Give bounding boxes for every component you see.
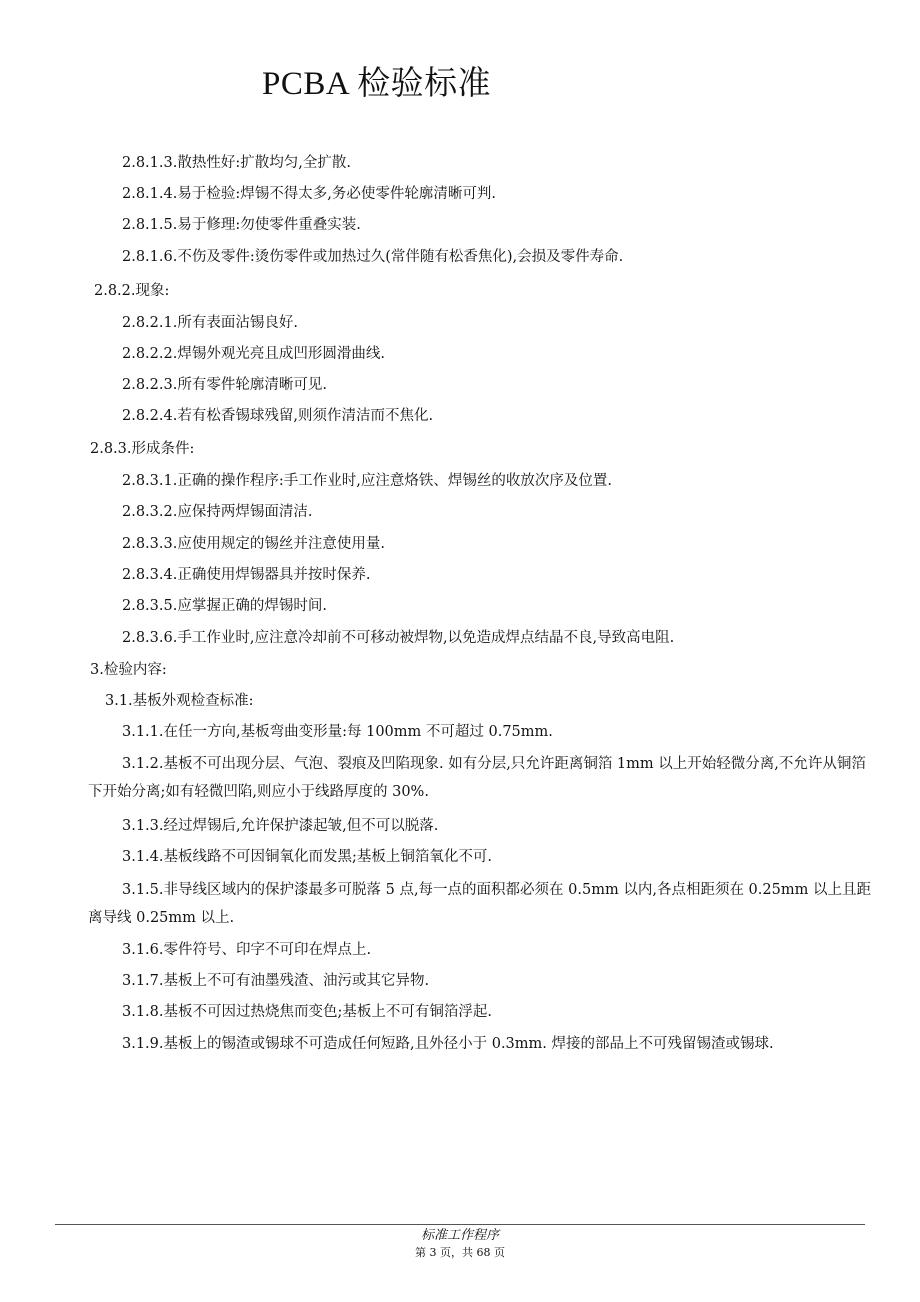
footer-doc-type: 标准工作程序: [420, 1228, 499, 1243]
section-2-8-2-heading: 2.8.2.现象:: [94, 283, 170, 299]
clause-3-1-8: 3.1.8.基板不可因过热烧焦而变色;基板上不可有铜箔浮起.: [122, 1004, 492, 1020]
clause-2-8-1-6: 2.8.1.6.不伤及零件:烫伤零件或加热过久(常伴随有松香焦化),会损及零件寿命.: [122, 249, 624, 265]
clause-2-8-2-4: 2.8.2.4.若有松香锡球残留,则须作清洁而不焦化.: [122, 408, 434, 424]
clause-2-8-1-4: 2.8.1.4.易于检验:焊锡不得太多,务必使零件轮廓清晰可判.: [122, 186, 496, 202]
clause-2-8-2-3: 2.8.2.3.所有零件轮廓清晰可见.: [122, 377, 327, 393]
clause-2-8-1-5: 2.8.1.5.易于修理:勿使零件重叠实装.: [122, 217, 361, 233]
clause-3-1-4: 3.1.4.基板线路不可因铜氧化而发黑;基板上铜箔氧化不可.: [122, 849, 492, 865]
clause-2-8-1-3: 2.8.1.3.散热性好:扩散均匀,全扩散.: [122, 155, 351, 171]
page-title: PCBA 检验标准: [262, 66, 492, 102]
footer-divider: [55, 1224, 865, 1225]
clause-2-8-3-3: 2.8.3.3.应使用规定的锡丝并注意使用量.: [122, 536, 385, 552]
section-3-1-heading: 3.1.基板外观检查标准:: [105, 693, 254, 709]
clause-2-8-3-2: 2.8.3.2.应保持两焊锡面清洁.: [122, 504, 313, 520]
clause-2-8-3-1: 2.8.3.1.正确的操作程序:手工作业时,应注意烙铁、焊锡丝的收放次序及位置.: [122, 473, 612, 489]
clause-2-8-3-4: 2.8.3.4.正确使用焊锡器具并按时保养.: [122, 567, 371, 583]
clause-3-1-2: 3.1.2.基板不可出现分层、气泡、裂痕及凹陷现象. 如有分层,只允许距离铜箔 1mm 以上开始轻微分离,不允许从铜箔下开始分离;如有轻微凹陷,则应小于线路厚度的 30%.: [88, 756, 866, 800]
clause-3-1-1: 3.1.1.在任一方向,基板弯曲变形量:每 100mm 不可超过 0.75mm.: [122, 724, 553, 740]
clause-3-1-5: 3.1.5.非导线区域内的保护漆最多可脱落 5 点,每一点的面积都必须在 0.5mm 以内,各点相距须在 0.25mm 以上且距离导线 0.25mm 以上.: [88, 882, 871, 926]
clause-2-8-3-5: 2.8.3.5.应掌握正确的焊锡时间.: [122, 598, 327, 614]
clause-2-8-3-6: 2.8.3.6.手工作业时,应注意冷却前不可移动被焊物,以免造成焊点结晶不良,导致高电阻.: [122, 630, 675, 646]
clause-3-1-6: 3.1.6.零件符号、印字不可印在焊点上.: [122, 942, 372, 958]
footer-page-number: 第 3 页，共 68 页: [415, 1246, 505, 1259]
clause-2-8-2-2: 2.8.2.2.焊锡外观光亮且成凹形圆滑曲线.: [122, 346, 385, 362]
section-2-8-3-heading: 2.8.3.形成条件:: [90, 441, 195, 457]
clause-2-8-2-1: 2.8.2.1.所有表面沾锡良好.: [122, 315, 298, 331]
clause-3-1-7: 3.1.7.基板上不可有油墨残渣、油污或其它异物.: [122, 973, 430, 989]
section-3-heading: 3.检验内容:: [90, 662, 167, 678]
clause-3-1-3: 3.1.3.经过焊锡后,允许保护漆起皱,但不可以脱落.: [122, 818, 439, 834]
clause-3-1-9: 3.1.9.基板上的锡渣或锡球不可造成任何短路,且外径小于 0.3mm. 焊接的部品上不可残留锡渣或锡球.: [122, 1036, 774, 1052]
